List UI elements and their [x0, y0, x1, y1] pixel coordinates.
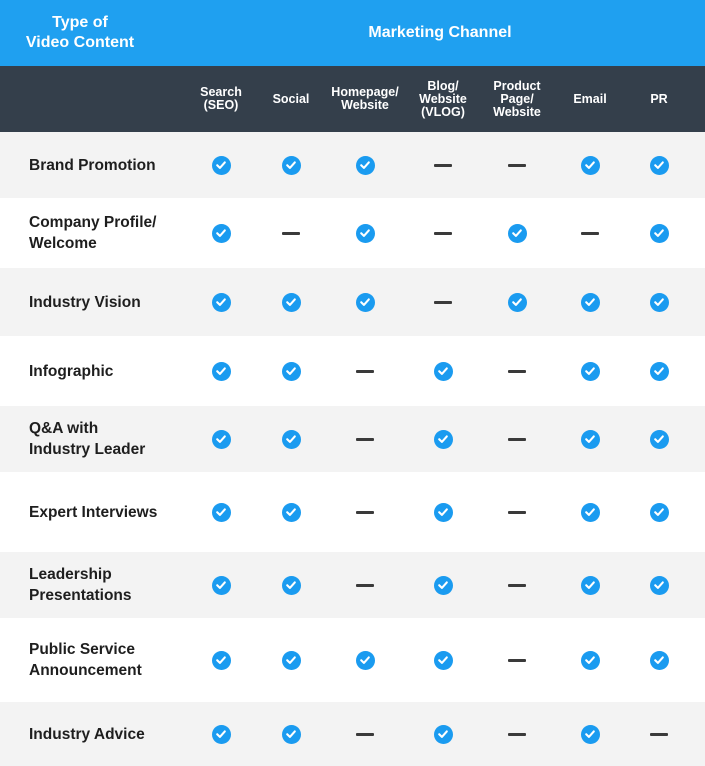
dash-icon	[356, 584, 374, 587]
table-cell	[423, 268, 463, 336]
check-circle-icon	[434, 430, 453, 449]
check-circle-icon	[434, 725, 453, 744]
check-circle-icon	[508, 293, 527, 312]
dash-icon	[650, 733, 668, 736]
dash-icon	[508, 584, 526, 587]
table-cell	[201, 268, 241, 336]
row-label: Industry Advice	[29, 725, 145, 743]
table-cell	[271, 132, 311, 198]
table-cell	[639, 702, 679, 766]
table-cell	[345, 552, 385, 618]
table-cell	[497, 472, 537, 552]
dash-icon	[356, 438, 374, 441]
table-row	[0, 132, 705, 198]
table-cell	[201, 552, 241, 618]
table-cell	[201, 618, 241, 702]
table-cell	[271, 268, 311, 336]
dash-icon	[356, 511, 374, 514]
check-circle-icon	[282, 503, 301, 522]
check-circle-icon	[650, 430, 669, 449]
header-band	[0, 0, 705, 66]
channel-header-5: Email	[573, 91, 607, 106]
table-cell	[201, 198, 241, 268]
table-cell	[639, 132, 679, 198]
type-column-title: Type of Video Content	[25, 14, 135, 51]
check-circle-icon	[581, 503, 600, 522]
table-cell	[201, 132, 241, 198]
check-circle-icon	[212, 503, 231, 522]
check-circle-icon	[212, 576, 231, 595]
table-cell	[570, 198, 610, 268]
marketing-channel-title: Marketing Channel	[368, 24, 512, 41]
table-cell	[423, 406, 463, 472]
check-circle-icon	[650, 576, 669, 595]
table-cell	[639, 406, 679, 472]
table-cell	[271, 406, 311, 472]
check-circle-icon	[581, 430, 600, 449]
row-label: Leadership Presentations	[29, 566, 132, 604]
dash-icon	[434, 164, 452, 167]
check-circle-icon	[356, 293, 375, 312]
check-circle-icon	[581, 725, 600, 744]
check-circle-icon	[282, 651, 301, 670]
check-circle-icon	[282, 725, 301, 744]
table-cell	[345, 702, 385, 766]
table-cell	[345, 406, 385, 472]
table-cell	[345, 336, 385, 406]
check-circle-icon	[581, 293, 600, 312]
check-circle-icon	[282, 430, 301, 449]
row-label: Q&A with Industry Leader	[29, 420, 146, 458]
dash-icon	[356, 733, 374, 736]
check-circle-icon	[650, 651, 669, 670]
dash-icon	[434, 301, 452, 304]
check-circle-icon	[356, 156, 375, 175]
table-cell	[201, 472, 241, 552]
table-row	[0, 268, 705, 336]
check-circle-icon	[212, 430, 231, 449]
channel-header-6: PR	[650, 91, 668, 106]
row-label: Infographic	[29, 362, 114, 380]
table-cell	[271, 552, 311, 618]
table-cell	[271, 336, 311, 406]
dash-icon	[434, 232, 452, 235]
table-cell	[497, 618, 537, 702]
dash-icon	[508, 659, 526, 662]
check-circle-icon	[581, 651, 600, 670]
channel-header-band	[0, 66, 705, 132]
table-cell	[423, 132, 463, 198]
table-cell	[570, 552, 610, 618]
table-cell	[423, 336, 463, 406]
table-cell	[271, 472, 311, 552]
dash-icon	[282, 232, 300, 235]
row-label: Company Profile/ Welcome	[29, 214, 157, 252]
check-circle-icon	[650, 293, 669, 312]
check-circle-icon	[581, 576, 600, 595]
table-cell	[497, 198, 537, 268]
check-circle-icon	[356, 651, 375, 670]
check-circle-icon	[434, 651, 453, 670]
table-cell	[570, 132, 610, 198]
table-row	[0, 406, 705, 472]
table-cell	[345, 132, 385, 198]
table-cell	[497, 552, 537, 618]
table-cell	[271, 618, 311, 702]
table-cell	[345, 618, 385, 702]
table-cell	[497, 406, 537, 472]
check-circle-icon	[508, 224, 527, 243]
table-cell	[345, 472, 385, 552]
dash-icon	[508, 370, 526, 373]
table-cell	[639, 268, 679, 336]
table-cell	[570, 268, 610, 336]
table-row	[0, 336, 705, 406]
table-cell	[639, 618, 679, 702]
dash-icon	[508, 733, 526, 736]
check-circle-icon	[212, 156, 231, 175]
check-circle-icon	[282, 576, 301, 595]
check-circle-icon	[581, 156, 600, 175]
table-cell	[639, 198, 679, 268]
check-circle-icon	[650, 503, 669, 522]
check-circle-icon	[282, 156, 301, 175]
table-cell	[201, 406, 241, 472]
table-cell	[570, 618, 610, 702]
table-cell	[497, 268, 537, 336]
dash-icon	[581, 232, 599, 235]
channel-header-2: Homepage/ Website	[331, 85, 399, 112]
channel-header-4: Product Page/ Website	[493, 78, 541, 119]
check-circle-icon	[212, 224, 231, 243]
table-cell	[423, 702, 463, 766]
table-cell	[423, 618, 463, 702]
table-cell	[570, 472, 610, 552]
table-cell	[639, 472, 679, 552]
check-circle-icon	[434, 576, 453, 595]
dash-icon	[508, 438, 526, 441]
table-row	[0, 552, 705, 618]
table-row	[0, 618, 705, 702]
table-cell	[570, 406, 610, 472]
table-cell	[570, 702, 610, 766]
table-row	[0, 702, 705, 766]
table-cell	[497, 132, 537, 198]
check-circle-icon	[356, 224, 375, 243]
check-circle-icon	[434, 503, 453, 522]
dash-icon	[508, 164, 526, 167]
table-cell	[570, 336, 610, 406]
row-label: Public Service Announcement	[29, 641, 142, 679]
check-circle-icon	[212, 293, 231, 312]
channel-header-3: Blog/ Website (VLOG)	[419, 78, 467, 119]
row-label: Industry Vision	[29, 293, 141, 311]
table-cell	[497, 702, 537, 766]
check-circle-icon	[650, 156, 669, 175]
check-circle-icon	[282, 362, 301, 381]
check-circle-icon	[650, 224, 669, 243]
table-cell	[423, 472, 463, 552]
check-circle-icon	[282, 293, 301, 312]
row-label: Brand Promotion	[29, 156, 156, 174]
check-circle-icon	[212, 651, 231, 670]
row-label: Expert Interviews	[29, 503, 158, 521]
table-cell	[497, 336, 537, 406]
table-cell	[201, 702, 241, 766]
check-circle-icon	[434, 362, 453, 381]
check-circle-icon	[212, 725, 231, 744]
channel-header-1: Social	[272, 91, 310, 106]
table-cell	[639, 336, 679, 406]
table-row	[0, 198, 705, 268]
check-circle-icon	[650, 362, 669, 381]
table-cell	[345, 198, 385, 268]
dash-icon	[508, 511, 526, 514]
dash-icon	[356, 370, 374, 373]
table-row	[0, 472, 705, 552]
table-cell	[423, 198, 463, 268]
check-circle-icon	[581, 362, 600, 381]
table-cell	[201, 336, 241, 406]
table-cell	[639, 552, 679, 618]
table-cell	[271, 198, 311, 268]
table-cell	[423, 552, 463, 618]
check-circle-icon	[212, 362, 231, 381]
table-cell	[271, 702, 311, 766]
table-cell	[345, 268, 385, 336]
channel-header-0: Search (SEO)	[200, 85, 242, 112]
